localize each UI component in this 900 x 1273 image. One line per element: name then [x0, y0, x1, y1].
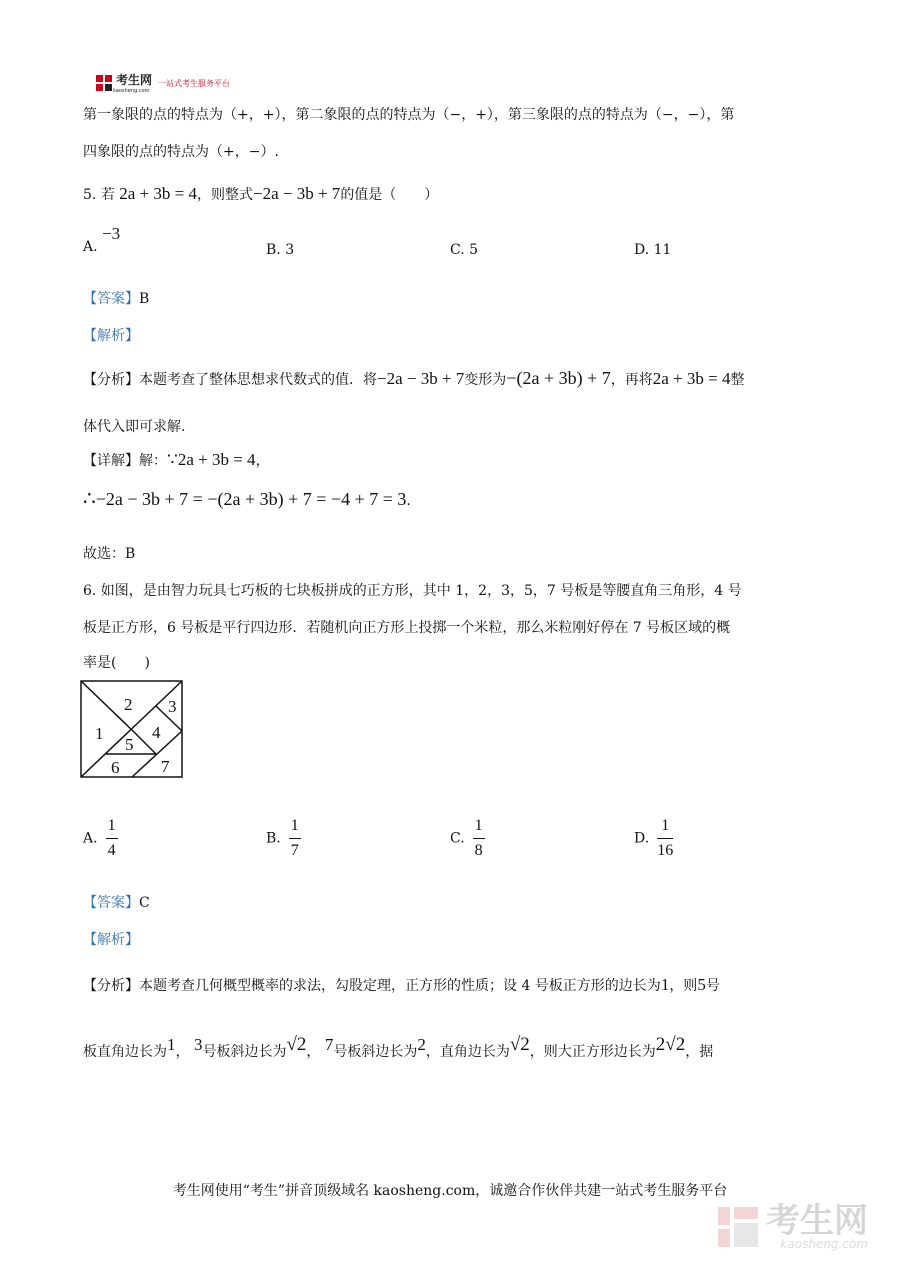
xiangjie-text: 解： [139, 453, 167, 469]
since-symbol: ∵ [167, 450, 178, 469]
tangram-labels [95, 695, 177, 777]
fenxi-text: 本题考查了整体思想求代数式的值．将 [139, 372, 377, 388]
fraction-numerator: 1 [657, 816, 673, 839]
header-logo [95, 72, 230, 94]
q5-option-c[interactable] [450, 242, 478, 258]
option-value: −3 [102, 224, 121, 243]
fenxi-tag: 【分析】 [83, 978, 139, 994]
option-fraction [657, 816, 673, 861]
q6-analysis-tag: 【解析】 [83, 932, 139, 948]
q5-option-a[interactable] [83, 224, 121, 256]
fenxi-text: 号 [705, 978, 720, 994]
fenxi-text: ，据 [685, 1044, 714, 1060]
fenxi-math: 3 [193, 1035, 203, 1054]
fenxi-text: ， [175, 1044, 190, 1060]
fenxi-tag: 【分析】 [83, 372, 139, 388]
q5-number: 5. [83, 187, 97, 203]
xiangjie-tag: 【详解】 [83, 453, 139, 469]
q5-fenxi-line-2: 体代入即可求解. [83, 419, 186, 435]
fenxi-math: 2√2 [655, 1034, 686, 1055]
fraction-numerator: 1 [106, 816, 118, 839]
logo-url: kaosheng.com [113, 88, 150, 94]
q5-text: ，则整式 [197, 187, 253, 203]
option-fraction [289, 816, 301, 861]
fraction-denominator: 8 [474, 842, 483, 859]
option-label: D. [634, 242, 650, 258]
fenxi-math: √2 [286, 1034, 307, 1055]
q6-fenxi-line-1 [83, 975, 720, 995]
q5-text: 的值是（ ） [340, 187, 439, 203]
q6-stem-line-2: 板是正方形，6 号板是平行四边形．若随机向正方形上投掷一个米粒，那么米粒刚好停在 7 号板区域的概 [83, 620, 731, 636]
tangram-label-4: 4 [152, 723, 161, 742]
watermark-url: kaosheng.com [780, 1237, 868, 1251]
tangram-label-2: 2 [124, 695, 133, 714]
option-value: 5 [469, 242, 479, 258]
watermark [716, 1201, 868, 1251]
fenxi-text: ，则大正方形边长为 [529, 1044, 656, 1060]
tangram-label-1: 1 [95, 724, 104, 743]
answer-value: B [139, 291, 150, 307]
therefore-symbol: ∴ [83, 488, 96, 510]
fenxi-text: 本题考查几何概型概率的求法，勾股定理，正方形的性质；设 4 号板正方形的边长为 [139, 978, 661, 994]
fraction-numerator: 1 [289, 816, 301, 839]
q5-option-b[interactable] [266, 242, 294, 258]
fraction-denominator: 7 [290, 842, 299, 859]
answer-value: C [139, 895, 150, 911]
option-label: C. [450, 830, 465, 847]
q5-choose: 故选：B [83, 546, 136, 562]
q5-analysis-tag: 【解析】 [83, 328, 139, 344]
q6-option-c[interactable] [450, 816, 485, 861]
q5-math-condition: 2a + 3b = 4 [119, 184, 197, 203]
watermark-logo-icon [716, 1205, 760, 1249]
option-label: B. [266, 242, 281, 258]
option-fraction [106, 816, 118, 861]
q5-text: 若 [100, 187, 115, 203]
logo-name: 考生网 [116, 73, 153, 87]
fenxi-text: 号板斜边长为 [333, 1044, 418, 1060]
fenxi-math: −2a − 3b + 7 [377, 369, 465, 388]
footer-text: 考生网使用“考生”拼音顶级域名 kaosheng.com，诚邀合作伙伴共建一站式考生服务平台 [172, 1183, 728, 1199]
tangram-label-6: 6 [111, 758, 120, 777]
q6-stem-line-3: 率是( ) [83, 655, 150, 671]
q5-math-expression: −2a − 3b + 7 [253, 184, 341, 203]
option-label: A. [83, 830, 98, 847]
intro-line-1: 第一象限的点的特点为（+，+），第二象限的点的特点为（−，+），第三象限的点的特点为（−，−），第 [83, 107, 735, 123]
option-label: A. [83, 239, 98, 255]
option-value: 3 [285, 242, 295, 258]
fenxi-math: −(2a + 3b) + 7 [506, 368, 611, 388]
fenxi-text: ， [306, 1044, 321, 1060]
option-value: 11 [653, 242, 672, 258]
q6-stem-line-1: 6. 如图，是由智力玩具七巧板的七块板拼成的正方形，其中 1，2，3，5，7 号板是等腰直角三角形，4 号 [83, 583, 742, 599]
q5-xiangjie-line-2 [83, 486, 411, 511]
q6-answer [83, 892, 150, 912]
intro-line-2: 四象限的点的特点为（+，−）. [83, 144, 279, 160]
tangram-label-7: 7 [161, 757, 170, 776]
tangram-label-5: 5 [125, 735, 134, 754]
fenxi-text: 板直角边长为 [83, 1044, 167, 1060]
xiangjie-math: −2a − 3b + 7 = −(2a + 3b) + 7 = −4 + 7 = 3 [95, 489, 407, 509]
logo-slogan: 一站式考生服务平台 [158, 78, 231, 88]
q5-xiangjie-line-1 [83, 450, 270, 470]
fenxi-text: ，再将 [610, 372, 653, 388]
fraction-denominator: 4 [107, 842, 116, 859]
fenxi-text: ，则 [669, 978, 698, 994]
xiangjie-text: . [406, 493, 411, 509]
fraction-numerator: 1 [473, 816, 485, 839]
fenxi-math: 7 [324, 1035, 334, 1054]
xiangjie-math: 2a + 3b = 4 [177, 450, 256, 469]
xiangjie-text: ， [255, 453, 270, 469]
fenxi-text: 整 [730, 372, 745, 388]
fenxi-math: 2a + 3b = 4 [652, 369, 731, 388]
watermark-name: 考生网 [766, 1201, 868, 1241]
option-label: B. [266, 830, 281, 847]
q5-stem [83, 184, 438, 204]
q5-answer [83, 288, 149, 308]
fenxi-math: √2 [509, 1034, 530, 1055]
tangram-figure [80, 680, 184, 780]
kaosheng-logo-icon [95, 74, 113, 92]
tangram-label-3: 3 [168, 697, 177, 716]
fraction-denominator: 16 [657, 842, 674, 859]
q6-option-d[interactable] [634, 816, 673, 861]
fenxi-text: 号板斜边长为 [202, 1044, 287, 1060]
fenxi-math: 5 [697, 975, 706, 994]
fenxi-math: 2 [417, 1035, 426, 1054]
option-label: D. [634, 830, 650, 847]
answer-tag: 【答案】 [83, 291, 139, 307]
fenxi-text: 变形为 [464, 372, 507, 388]
q5-fenxi-line-1 [83, 368, 744, 389]
fenxi-math: 1 [167, 1035, 176, 1054]
option-fraction [473, 816, 485, 861]
q6-option-a[interactable] [83, 816, 118, 861]
q6-fenxi-line-2 [83, 1034, 714, 1062]
fenxi-math: 1 [660, 975, 670, 994]
q5-option-d[interactable] [634, 242, 671, 258]
fenxi-text: ，直角边长为 [425, 1044, 510, 1060]
option-label: C. [450, 242, 465, 258]
q6-option-b[interactable] [266, 816, 301, 861]
answer-tag: 【答案】 [83, 895, 139, 911]
